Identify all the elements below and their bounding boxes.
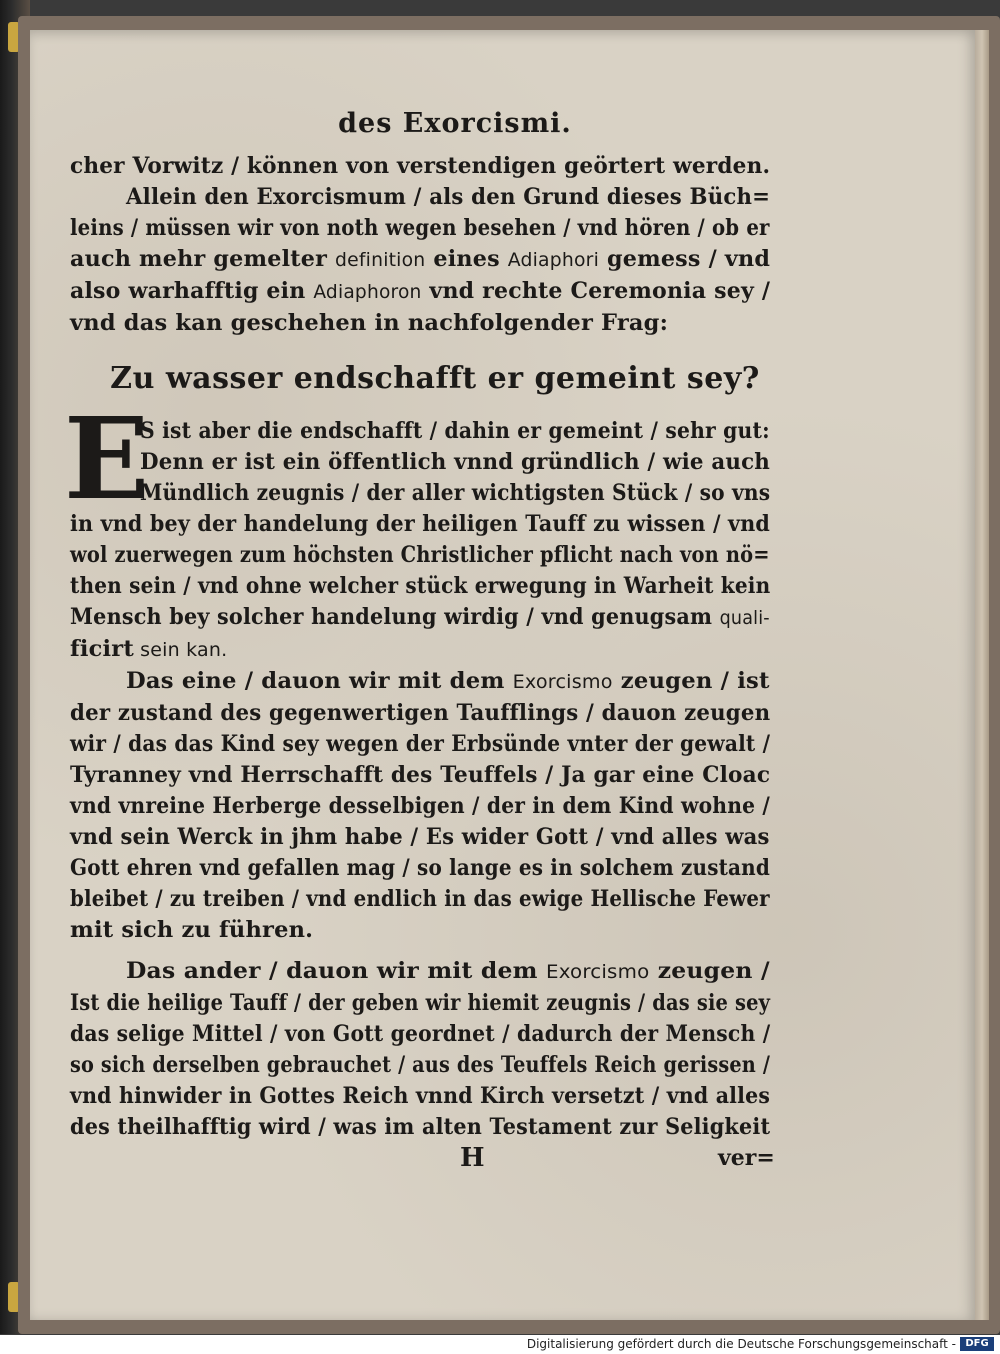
text-line: vnd vnreine Herberge desselbigen / der in dem Kind wohne / [70,793,771,819]
text-line: Gott ehren vnd gefallen mag / so lange es in solchem zustand [70,855,771,881]
catchword: ver= [718,1145,775,1171]
page-text [64,108,780,1177]
latin-term: quali- [719,607,770,629]
text-line: in vnd bey der handelung der heiligen Tauff zu wissen / vnd [70,511,771,537]
latin-term: Exorcismo [545,961,650,983]
text-line: then sein / vnd ohne welcher stück erwegung in Warheit kein [70,573,771,599]
page-footer-marks [70,1143,780,1177]
text-line: das selige Mittel / von Gott geordnet / dadurch der Mensch / [70,1021,771,1047]
text-segment: Das ander / dauon wir mit dem [126,958,546,984]
text-line: cher Vorwitz / können von verstendigen geörtert werden. [70,153,771,179]
text-segment: vnd rechte Ceremonia sey / [421,278,771,304]
latin-term: Adiaphori [507,249,600,271]
drop-cap: E [64,394,150,525]
text-line [70,244,780,276]
text-segment: zeugen / [649,958,770,984]
paragraph-2 [70,416,780,666]
text-line [70,602,780,634]
text-segment: gemess / vnd [599,246,771,272]
text-segment: ficirt [70,636,134,662]
latin-term: Exorcismo [512,671,613,693]
text-line [70,956,780,988]
text-line: der zustand des gegenwertigen Taufflings / dauon zeugen [70,700,771,726]
text-line: wol zuerwegen zum höchsten Christlicher pflicht nach von nö= [70,542,770,568]
page-edge [975,30,989,1320]
text-segment: also warhafftig ein [70,278,314,304]
signature-mark: H [460,1143,485,1173]
text-line: vnd sein Werck in jhm habe / Es wider Gott / vnd alles was [70,824,770,850]
text-line [70,276,780,308]
paragraph-2-wrap [64,394,780,666]
paragraph-3 [70,666,780,946]
text-line: vnd hinwider in Gottes Reich vnnd Kirch versetzt / vnd alles [70,1083,771,1109]
footer-credit: Digitalisierung gefördert durch die Deutsche Forschungsgemeinschaft - [526,1337,956,1351]
text-segment: Das eine / dauon wir mit dem [126,668,513,694]
footer-bar [0,1335,1000,1354]
running-head: des Exorcismi. [338,108,572,139]
text-segment: zeugen / ist [612,668,770,694]
latin-term: sein kan. [133,639,228,661]
latin-term: Adiaphoron [313,281,422,303]
dfg-logo: DFG [960,1337,994,1351]
text-line: vnd das kan geschehen in nachfolgender Frag: [70,310,669,336]
section-heading: Zu wasser endschafft er gemeint sey? [110,361,760,396]
text-line: so sich derselben gebrauchet / aus des Teuffels Reich gerissen / [70,1052,771,1078]
text-segment: eines [425,246,508,272]
text-line: wir / das das Kind sey wegen der Erbsünde vnter der gewalt / [70,731,771,757]
text-line: mit sich zu führen. [70,917,314,943]
text-line [70,666,780,698]
text-line: Ist die heilige Tauff / der geben wir hiemit zeugnis / das sie sey [70,990,771,1016]
paragraph-4 [70,956,780,1143]
text-line: Tyranney vnd Herrschafft des Teuffels / Ja gar eine Cloac [70,762,771,788]
text-segment: auch mehr gemelter [70,246,335,272]
text-segment: Mensch bey solcher handelung wirdig / vnd genugsam [70,604,720,630]
text-line: leins / müssen wir von noth wegen besehen / vnd hören / ob er [70,215,770,241]
text-line: Mündlich zeugnis / der aller wichtigsten Stück / so vns [140,480,771,506]
text-line: S ist aber die endschafft / dahin er gemeint / sehr gut: [140,418,770,444]
text-line: Denn er ist ein öffentlich vnnd gründlich / wie auch [140,449,771,475]
text-line: Allein den Exorcismum / als den Grund dieses Büch= [126,184,771,210]
text-line [70,634,780,666]
text-line: bleibet / zu treiben / vnd endlich in das ewige Hellische Fewer [70,886,770,912]
paragraph-1 [70,151,780,339]
text-line: des theilhafftig wird / was im alten Testament zur Seligkeit [70,1114,771,1140]
latin-term: definition [334,249,426,271]
